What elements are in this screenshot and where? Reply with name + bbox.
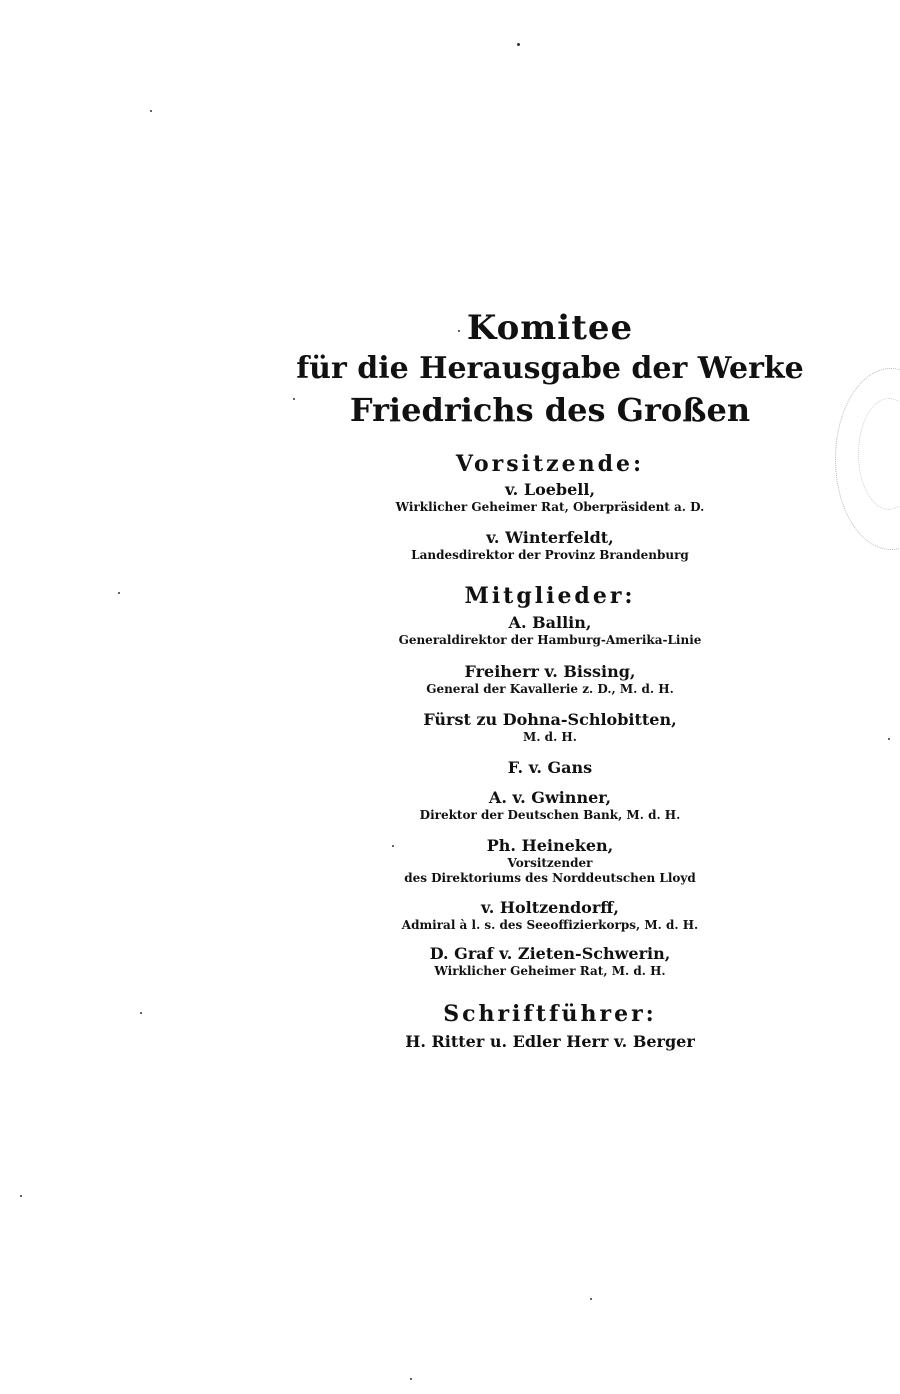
person-role: General der Kavallerie z. D., M. d. H.	[426, 682, 674, 696]
title-komitee: Komitee	[466, 308, 634, 348]
person-role: Wirklicher Geheimer Rat, Oberpräsident a. D.	[395, 500, 705, 514]
member-entry	[290, 710, 810, 745]
person-name: A. v. Gwinner,	[488, 788, 612, 807]
paper-speck	[888, 738, 890, 740]
person-role: M. d. H.	[523, 730, 577, 744]
person-role: Admiral à l. s. des Seeoffizierkorps, M. d. H.	[401, 918, 699, 932]
member-entry	[290, 788, 810, 823]
member-entry	[290, 613, 810, 648]
paper-speck	[150, 110, 152, 112]
member-entry: F. v. Gans	[507, 758, 593, 777]
section-heading-members: Mitglieder:	[464, 583, 636, 609]
chair-entry	[290, 480, 810, 515]
person-role-continued: des Direktoriums des Norddeutschen Lloyd	[404, 871, 696, 885]
paper-speck	[517, 43, 520, 46]
person-name: v. Loebell,	[504, 480, 596, 499]
person-name: A. Ballin,	[508, 613, 592, 632]
member-entry	[290, 944, 810, 979]
chair-entry	[290, 528, 810, 563]
person-role: Vorsitzender	[507, 856, 593, 870]
person-name: Fürst zu Dohna-Schlobitten,	[423, 710, 677, 729]
person-name: Ph. Heineken,	[486, 836, 614, 855]
paper-speck	[20, 1195, 22, 1197]
paper-speck	[590, 1298, 592, 1300]
section-heading-chairs: Vorsitzende:	[455, 451, 645, 477]
paper-speck	[140, 1012, 142, 1014]
paper-speck	[410, 1378, 412, 1380]
person-name: v. Winterfeldt,	[486, 528, 614, 547]
person-role: Wirklicher Geheimer Rat, M. d. H.	[434, 964, 666, 978]
person-role: Direktor der Deutschen Bank, M. d. H.	[419, 808, 681, 822]
paper-speck	[118, 592, 120, 594]
member-entry	[290, 836, 810, 886]
member-entry	[290, 662, 810, 697]
person-name: Freiherr v. Bissing,	[464, 662, 636, 681]
secretary-name: H. Ritter u. Edler Herr v. Berger	[405, 1032, 695, 1051]
title-friedrich: Friedrichs des Großen	[349, 391, 751, 429]
title-subline: für die Herausgabe der Werke	[296, 351, 804, 386]
person-name: v. Holtzendorff,	[481, 898, 619, 917]
person-role: Generaldirektor der Hamburg-Amerika-Linie	[398, 633, 702, 647]
person-name: D. Graf v. Zieten-Schwerin,	[429, 944, 671, 963]
person-role: Landesdirektor der Provinz Brandenburg	[411, 548, 689, 562]
member-entry	[290, 898, 810, 933]
section-heading-secretary: Schriftführer:	[443, 1001, 657, 1027]
